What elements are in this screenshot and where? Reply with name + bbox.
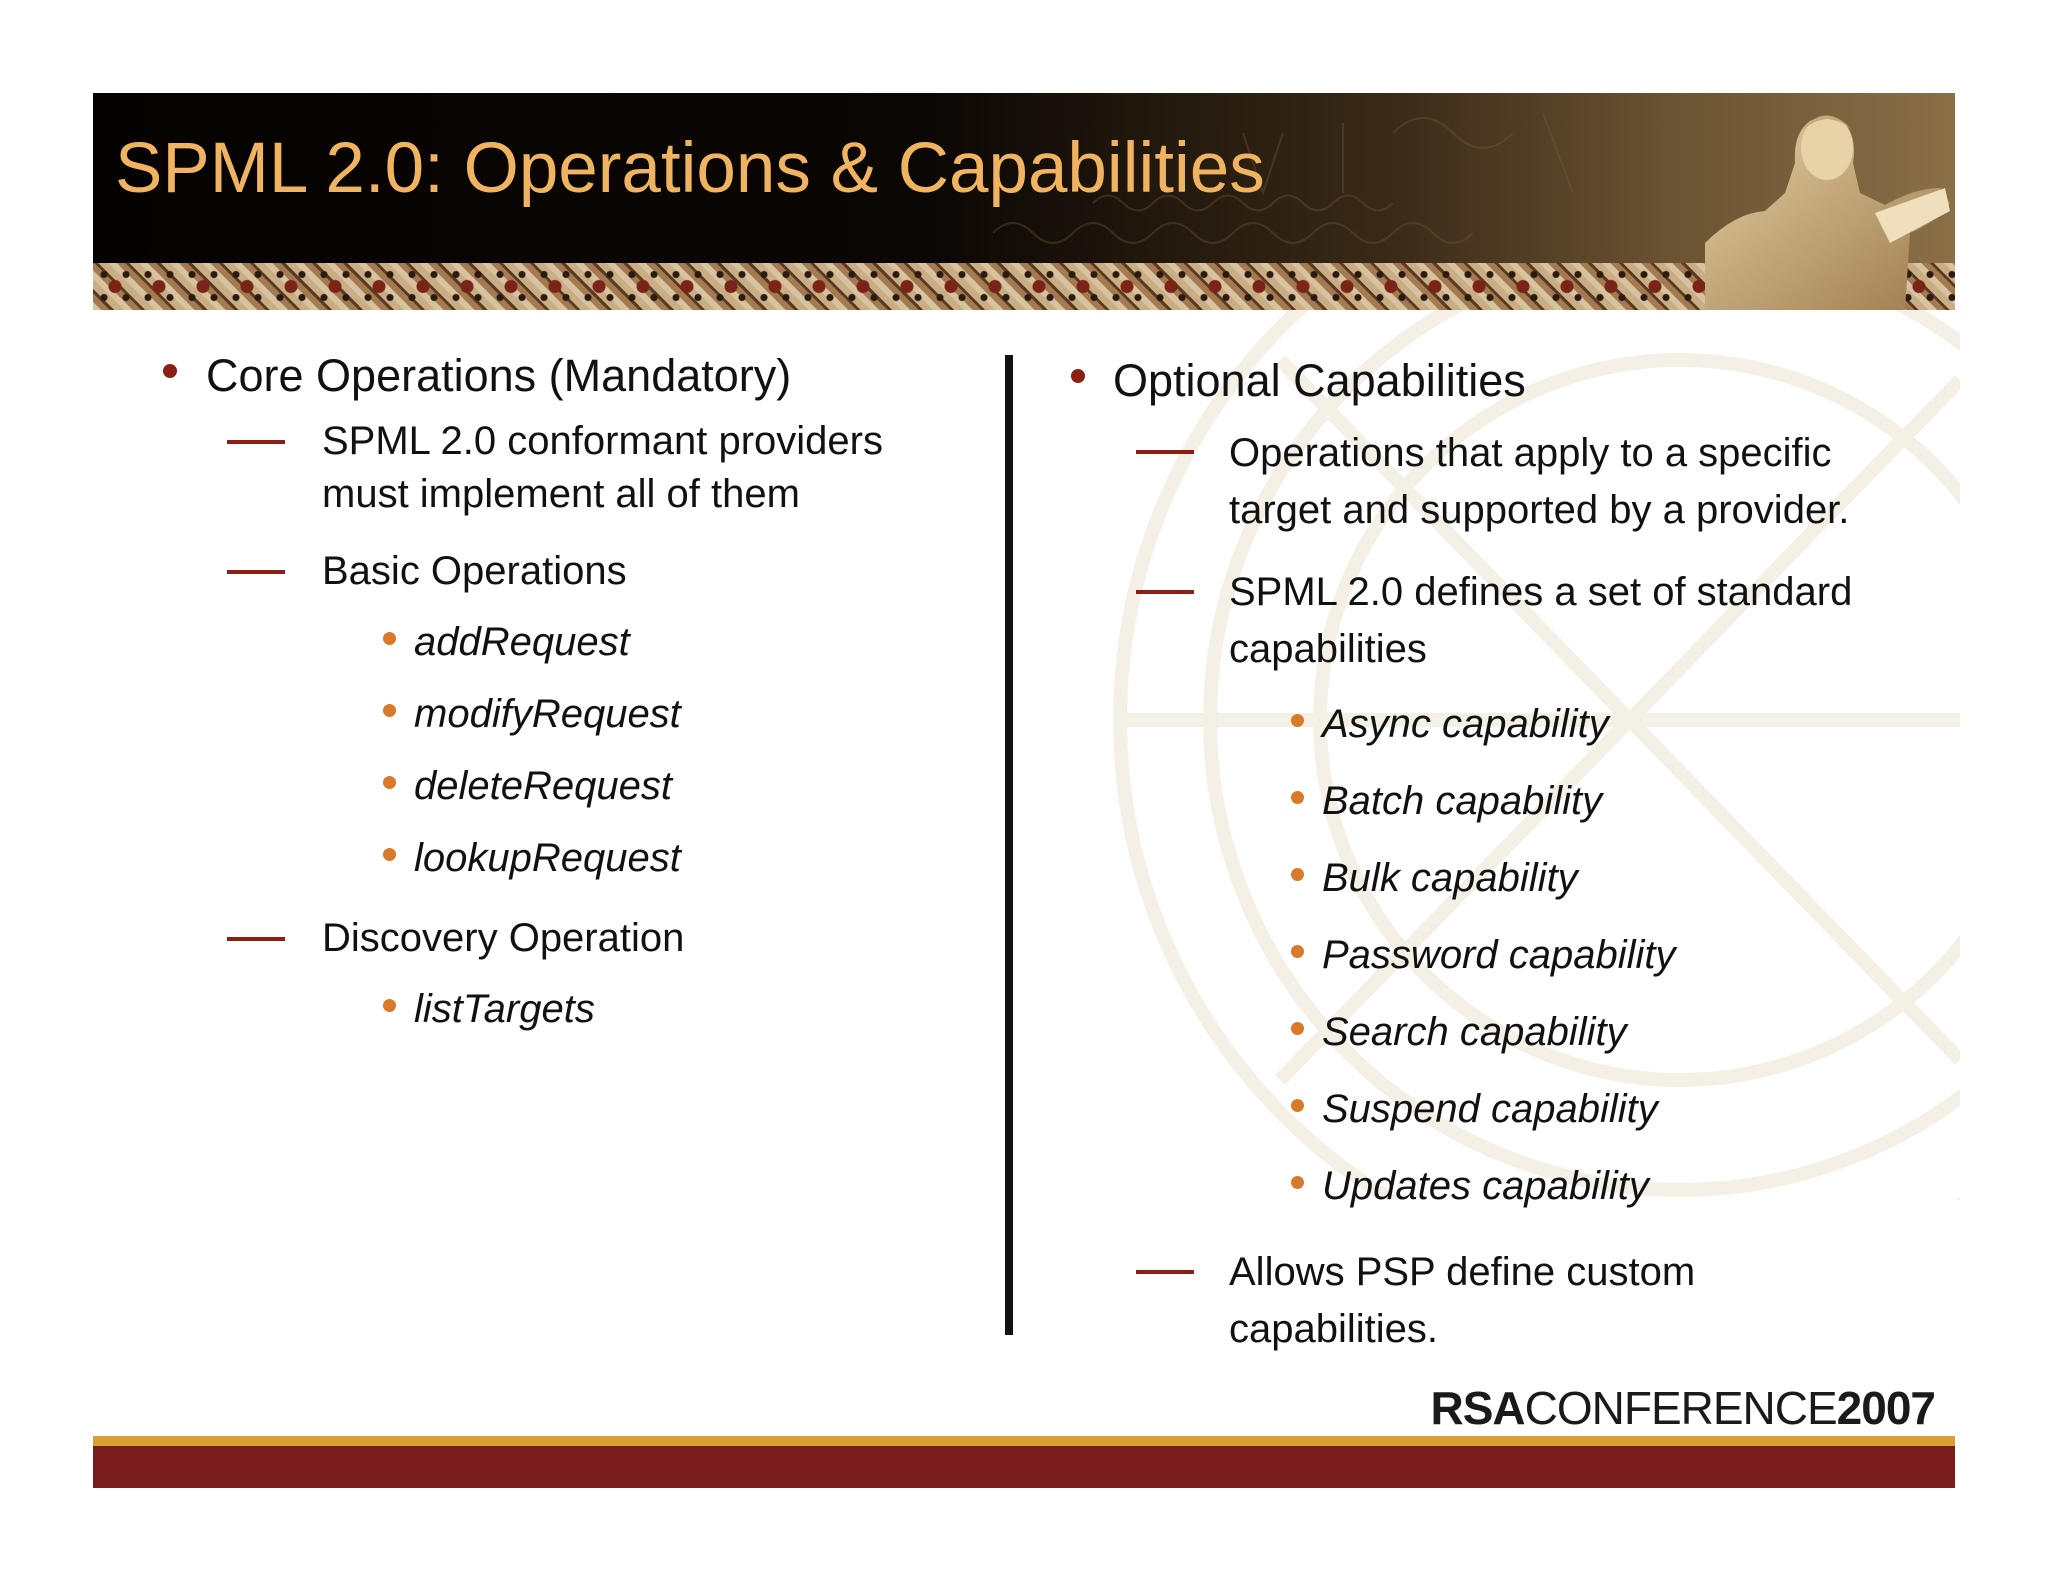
right-sub-7-bullet xyxy=(1291,1176,1304,1189)
left-sub-4-bullet xyxy=(383,848,396,861)
right-subitem-updates: Updates capability xyxy=(1322,1164,1649,1208)
right-sub-1-bullet xyxy=(1291,714,1304,727)
slide-title: SPML 2.0: Operations & Capabilities xyxy=(115,129,1265,208)
footer-red-bar xyxy=(93,1446,1955,1488)
right-item-2: SPML 2.0 defines a set of standard capabilities xyxy=(1229,570,1853,671)
left-subitem-modifyrequest: modifyRequest xyxy=(414,692,681,736)
logo-conference: CONFERENCE xyxy=(1524,1382,1837,1434)
right-subitem-batch: Batch capability xyxy=(1322,779,1603,823)
right-item-3-dash xyxy=(1136,1270,1194,1274)
left-item-3: Discovery Operation xyxy=(322,916,685,960)
left-subitem-lookuprequest: lookupRequest xyxy=(414,836,681,880)
left-column-heading: Core Operations (Mandatory) xyxy=(206,350,792,401)
left-item-2-dash xyxy=(227,570,285,574)
right-column-heading: Optional Capabilities xyxy=(1113,355,1526,406)
left-sub-2-bullet xyxy=(383,704,396,717)
left-item-2: Basic Operations xyxy=(322,549,627,593)
left-item-3-dash xyxy=(227,937,285,941)
right-item-1-dash xyxy=(1136,450,1194,454)
right-subitem-suspend: Suspend capability xyxy=(1322,1087,1658,1131)
right-subitem-search: Search capability xyxy=(1322,1010,1627,1054)
right-sub-4-bullet xyxy=(1291,945,1304,958)
right-sub-5-bullet xyxy=(1291,1022,1304,1035)
left-sub-5-bullet xyxy=(383,999,396,1012)
left-sub-1-bullet xyxy=(383,632,396,645)
left-item-1-dash xyxy=(227,440,285,444)
right-subitem-password: Password capability xyxy=(1322,933,1676,977)
right-subitem-bulk: Bulk capability xyxy=(1322,856,1578,900)
column-divider xyxy=(1005,355,1013,1335)
left-subitem-listtargets: listTargets xyxy=(414,987,595,1031)
right-item-1: Operations that apply to a specific target and supported by a provider. xyxy=(1229,431,1850,532)
footer-gold-bar xyxy=(93,1436,1955,1446)
left-subitem-deleterequest: deleteRequest xyxy=(414,764,672,808)
right-item-2-dash xyxy=(1136,590,1194,594)
right-sub-2-bullet xyxy=(1291,791,1304,804)
left-heading-bullet xyxy=(163,364,177,378)
statue-icon xyxy=(1705,93,1955,310)
left-sub-3-bullet xyxy=(383,776,396,789)
right-item-3: Allows PSP define custom capabilities. xyxy=(1229,1250,1696,1351)
rsa-conference-logo xyxy=(1431,1383,1936,1433)
left-item-1: SPML 2.0 conformant providers must implement all of them xyxy=(322,419,883,516)
title-banner xyxy=(93,93,1955,310)
right-subitem-async: Async capability xyxy=(1322,702,1609,746)
right-sub-6-bullet xyxy=(1291,1099,1304,1112)
right-sub-3-bullet xyxy=(1291,868,1304,881)
ornament-strip xyxy=(93,263,1955,310)
logo-rsa: RSA xyxy=(1430,1382,1525,1434)
left-subitem-addrequest: addRequest xyxy=(414,620,630,664)
right-heading-bullet xyxy=(1071,369,1085,383)
logo-year: 2007 xyxy=(1836,1382,1935,1434)
